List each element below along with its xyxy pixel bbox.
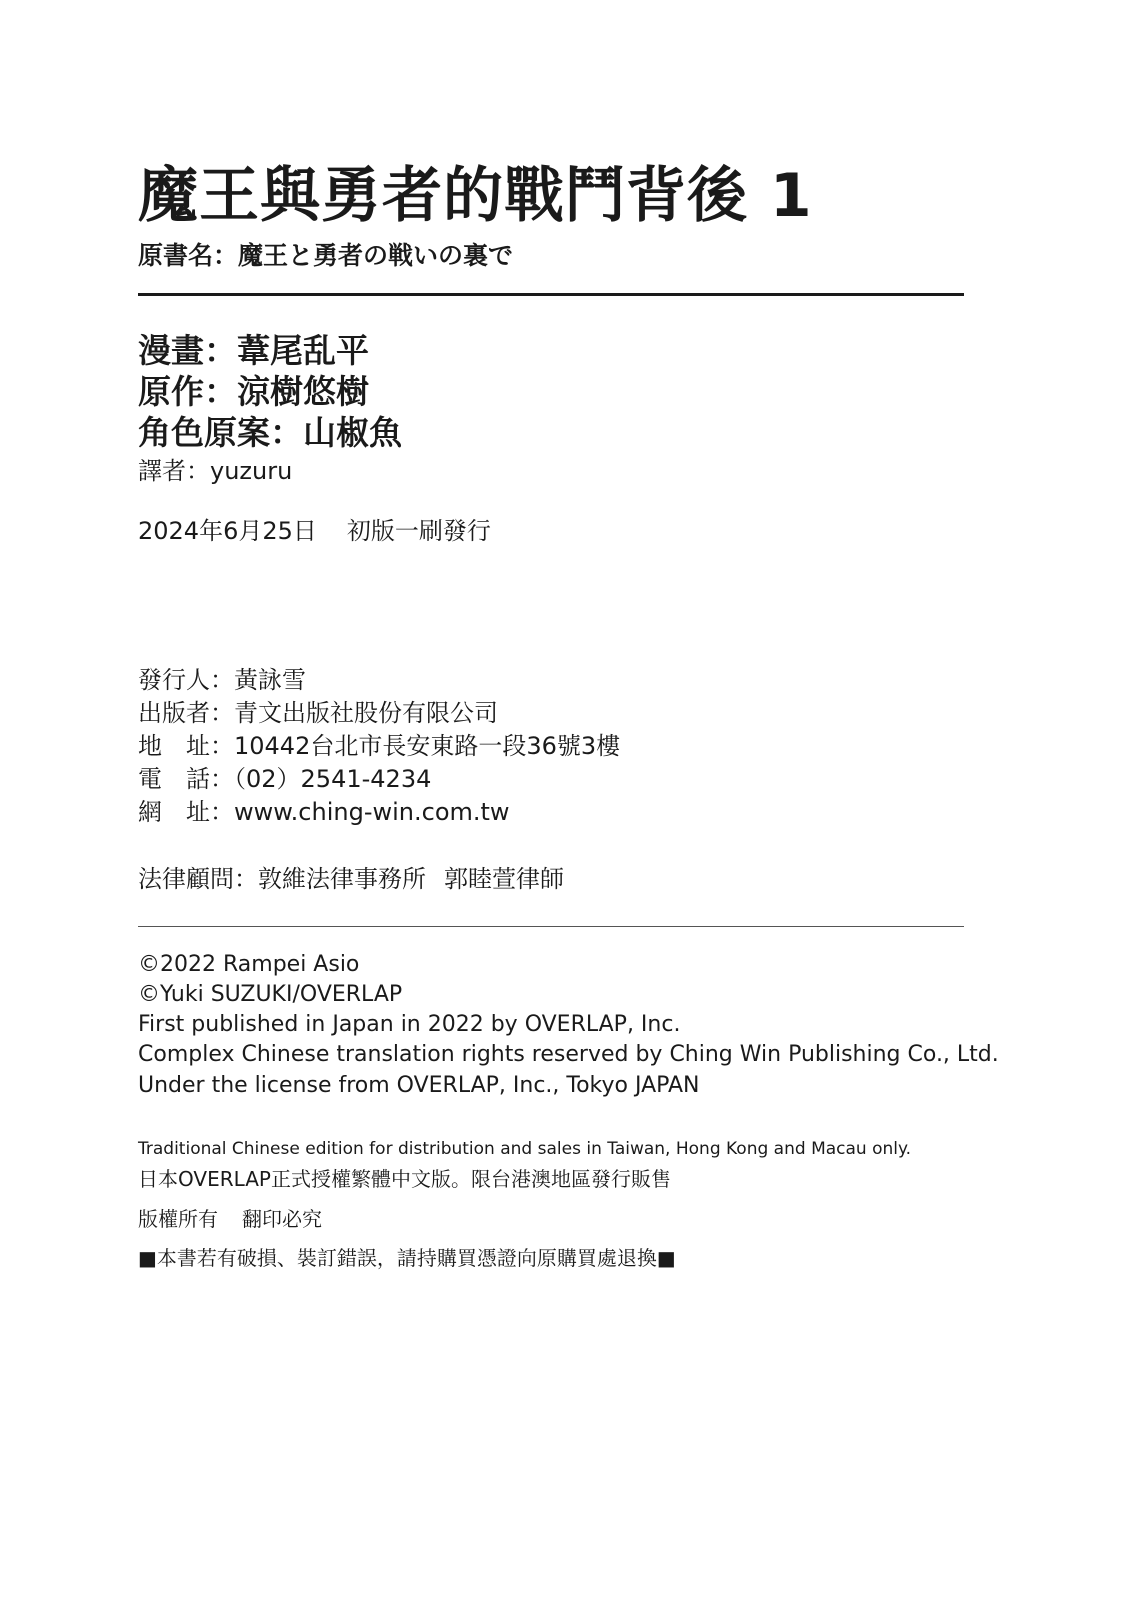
legal-counsel-lawyer: 郭睦萱律師 xyxy=(444,865,564,893)
publisher-issuer: 發行人：黃詠雪 xyxy=(138,666,306,694)
copyright-line: ©2022 Rampei Asio xyxy=(138,952,360,977)
publisher-website: 網 址：www.ching-win.com.tw xyxy=(138,798,510,826)
legal-counsel xyxy=(138,863,564,895)
publisher-name: 出版者：青文出版社股份有限公司 xyxy=(138,699,498,727)
return-notice: ■本書若有破損、裝訂錯誤，請持購買憑證向原購買處退換■ xyxy=(138,1246,676,1270)
edition-line xyxy=(138,514,491,548)
copyright-line: Complex Chinese translation rights reserved by Ching Win Publishing Co., Ltd. xyxy=(138,1042,999,1067)
edition-date: 2024年6月25日 xyxy=(138,517,317,545)
credit-manga: 漫畫：葦尾乱平 xyxy=(138,331,369,370)
edition-note: 初版一刷發行 xyxy=(346,517,491,545)
distribution-notice-en: Traditional Chinese edition for distribution and sales in Taiwan, Hong Kong and Macau only. xyxy=(138,1139,912,1159)
rights-reserved xyxy=(138,1204,322,1234)
original-title: 原書名：魔王と勇者の戦いの裏で xyxy=(138,241,514,270)
legal-counsel-firm: 法律顧問：敦維法律事務所 xyxy=(138,865,426,893)
rights-left: 版權所有 xyxy=(138,1207,218,1231)
publisher-phone: 電 話：（02）2541-4234 xyxy=(138,765,432,793)
section-divider xyxy=(138,926,964,927)
book-title: 魔王與勇者的戰鬥背後 1 xyxy=(138,161,813,231)
credit-original-author: 原作：涼樹悠樹 xyxy=(138,372,369,411)
rights-right: 翻印必究 xyxy=(242,1207,322,1231)
copyright-line: First published in Japan in 2022 by OVERLAP, Inc. xyxy=(138,1012,681,1037)
translator: 譯者：yuzuru xyxy=(138,457,293,485)
distribution-notice-zh: 日本OVERLAP正式授權繁體中文版。限台港澳地區發行販售 xyxy=(138,1167,671,1191)
publisher-address: 地 址：10442台北市長安東路一段36號3樓 xyxy=(138,732,621,760)
title-divider xyxy=(138,293,964,296)
credit-character-design: 角色原案：山椒魚 xyxy=(138,413,402,452)
copyright-line: ©Yuki SUZUKI/OVERLAP xyxy=(138,982,403,1007)
copyright-line: Under the license from OVERLAP, Inc., Tokyo JAPAN xyxy=(138,1073,700,1098)
